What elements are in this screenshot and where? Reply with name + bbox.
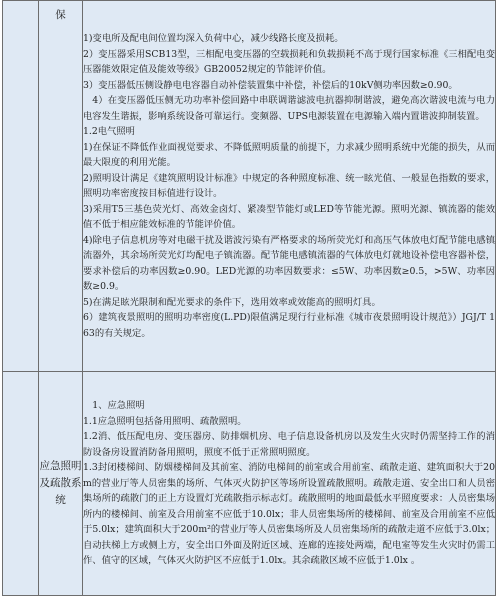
paragraph: 4）在变压器低压侧无功功率补偿回路中串联调谐滤波电抗器抑制谐波，避免高次谐波电流与电力电容发生谐振，影响系统设备可靠运行。变频器、UPS电源装置在电源输入端内置谐波抑制装置。 bbox=[83, 95, 495, 122]
paragraph: 2)照明设计满足《建筑照明设计标准》中规定的各种照度标准、统一眩光值、一般显色指数的要求，照明功率密度按目标值进行设计。 bbox=[83, 172, 495, 199]
paragraph: 5)在满足眩光限制和配光要求的条件下，选用效率或效能高的照明灯具。 bbox=[83, 296, 381, 308]
paragraph: 2）变压器采用SCB13型，三相配电变压器的空载损耗和负载损耗不高于现行国家标准《三相配电变压器能效限定值及能效等级》GB20052规定的节能评价值。 bbox=[83, 48, 495, 75]
content-cell bbox=[83, 1, 496, 372]
paragraph: 6）建筑夜景照明的照明功率密度(L.PD)限值满足现行行业标准《城市夜景照明设计规范》）JGJ/T 163的有关规定。 bbox=[83, 312, 495, 339]
paragraph: 1.2消、低压配电房、变压器房、防排烟机房、电子信息设备机房以及发生火灾时仍需坚持工作的消防设备房设置消防备用照明，照度不低于正常照明照度。 bbox=[83, 431, 495, 458]
specification-table bbox=[2, 0, 496, 596]
paragraph: 1.1应急照明包括备用照明、疏散照明。 bbox=[83, 415, 247, 427]
paragraph: 4)除电子信息机房等对电磁干扰及谐波污染有严格要求的场所荧光灯和高压气体放电灯配节能电感镇流器外，其余场所荧光灯均配电子镇流器。配节能电感镇流器的气体放电灯就地设补偿电容器补偿，要求补偿后的功率因数≥0.90。LED光源的功率因数要求：≤5W、功率因数≥0.5，>5W、功率因数≥0.9。 bbox=[83, 234, 495, 292]
paragraph: 1.3封闭楼梯间、防烟楼梯间及其前室、消防电梯间的前室或合用前室、疏散走道、建筑面积大于20m的营业厅等人员密集的场所、气体灭火防护区等场所设置疏散照明。疏散走道、安全出口和人员密集场所的疏散门的正上方设置灯光疏散指示标志灯。疏散照明的地面最低水平照度要求：人员密集场所内的楼梯间、前室及合用前室不应低于10.0lx；非人员密集场所的楼梯间、前室及合用前室不应低于5.0lx；建筑面积大于200m²的营业厅等人员密集场所及人员密集场所的疏散走道不应低于3.0lx；自动扶梯上方或侧上方，安全出口外面及附近区域、连廊的连接处两端，配电室等发生火灾时仍需工作、值守的区域，气体灭火防护区不应低于1.0lx。其余疏散区域不应低于1.0lx 。 bbox=[83, 462, 495, 567]
row-label-energy-saving: 保 bbox=[39, 1, 83, 372]
paragraph: 1)变电所及配电间位置均深入负荷中心，减少线路长度及损耗。 bbox=[83, 33, 344, 44]
table-row bbox=[3, 372, 496, 596]
section-heading: 1、应急照明 bbox=[92, 400, 145, 412]
paragraph: 3)采用T5三基色荧光灯、高效金卤灯、紧凑型节能灯或LED等节能光源。照明光源、镇流器的能效值不低于相应能效标准的节能评价值。 bbox=[83, 203, 495, 230]
content-cell bbox=[83, 372, 496, 596]
paragraph: 1)在保证不降低作业面视觉要求、不降低照明质量的前提下，力求减少照明系统中光能的损失，从而最大限度的利用光能。 bbox=[83, 141, 495, 168]
table-row bbox=[3, 1, 496, 372]
empty-cell bbox=[3, 372, 39, 596]
row-label-emergency-lighting: 应急照明及疏散系统 bbox=[39, 372, 83, 596]
empty-cell bbox=[3, 1, 39, 372]
paragraph: 3）变压器低压侧设静电电容器自动补偿装置集中补偿，补偿后的10kV侧功率因数≥0.90。 bbox=[83, 79, 458, 91]
section-heading: 1.2电气照明 bbox=[83, 126, 135, 137]
